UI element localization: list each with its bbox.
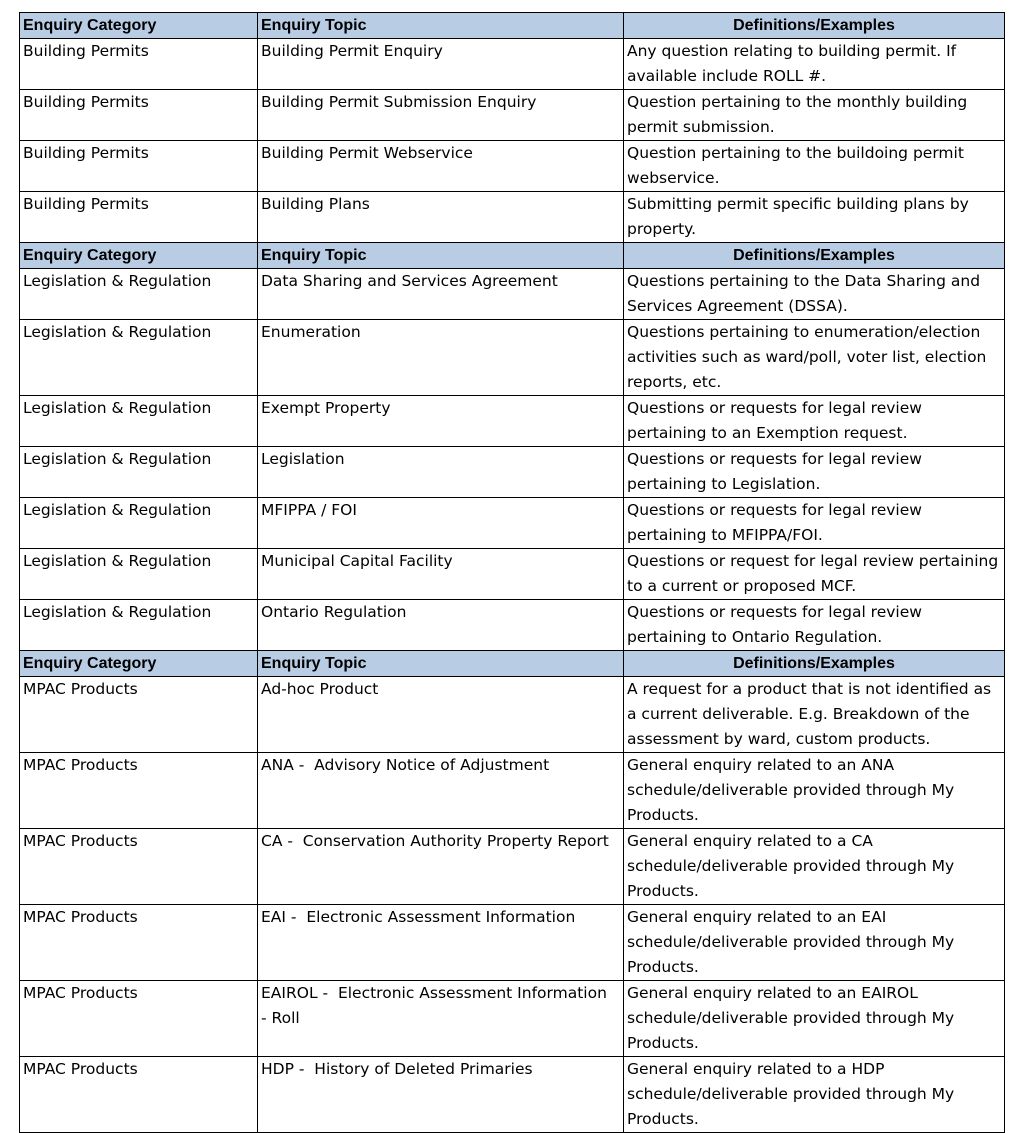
category-header: Enquiry Category bbox=[20, 243, 258, 269]
category-cell: Building Permits bbox=[20, 192, 258, 243]
definition-header: Definitions/Examples bbox=[624, 243, 1005, 269]
category-cell: Legislation & Regulation bbox=[20, 498, 258, 549]
topic-header: Enquiry Topic bbox=[258, 13, 624, 39]
header-row bbox=[20, 651, 1005, 677]
category-cell: Legislation & Regulation bbox=[20, 549, 258, 600]
category-header: Enquiry Category bbox=[20, 13, 258, 39]
topic-cell: CA - Conservation Authority Property Report bbox=[258, 829, 624, 905]
topic-cell: Enumeration bbox=[258, 320, 624, 396]
definition-header: Definitions/Examples bbox=[624, 13, 1005, 39]
definition-cell: General enquiry related to an ANA schedule/deliverable provided through My Products. bbox=[624, 753, 1005, 829]
table-row bbox=[20, 141, 1005, 192]
definition-header: Definitions/Examples bbox=[624, 651, 1005, 677]
category-cell: Building Permits bbox=[20, 90, 258, 141]
table-row bbox=[20, 447, 1005, 498]
topic-cell: Exempt Property bbox=[258, 396, 624, 447]
definition-cell: Questions pertaining to the Data Sharing and Services Agreement (DSSA). bbox=[624, 269, 1005, 320]
topic-cell: EAIROL - Electronic Assessment Information - Roll bbox=[258, 981, 624, 1057]
category-cell: MPAC Products bbox=[20, 1057, 258, 1133]
table-row bbox=[20, 600, 1005, 651]
definition-cell: General enquiry related to an EAIROL schedule/deliverable provided through My Products. bbox=[624, 981, 1005, 1057]
definition-cell: Questions or request for legal review pertaining to a current or proposed MCF. bbox=[624, 549, 1005, 600]
definition-cell: General enquiry related to an EAI schedule/deliverable provided through My Products. bbox=[624, 905, 1005, 981]
topic-header: Enquiry Topic bbox=[258, 651, 624, 677]
topic-cell: EAI - Electronic Assessment Information bbox=[258, 905, 624, 981]
definition-cell: General enquiry related to a CA schedule/deliverable provided through My Products. bbox=[624, 829, 1005, 905]
header-row bbox=[20, 243, 1005, 269]
definition-cell: General enquiry related to a HDP schedule/deliverable provided through My Products. bbox=[624, 1057, 1005, 1133]
category-cell: Legislation & Regulation bbox=[20, 600, 258, 651]
topic-header: Enquiry Topic bbox=[258, 243, 624, 269]
definition-cell: A request for a product that is not identified as a current deliverable. E.g. Breakdown of the assessment by ward, custom products. bbox=[624, 677, 1005, 753]
topic-cell: MFIPPA / FOI bbox=[258, 498, 624, 549]
category-cell: Legislation & Regulation bbox=[20, 447, 258, 498]
topic-cell: ANA - Advisory Notice of Adjustment bbox=[258, 753, 624, 829]
definition-cell: Question pertaining to the monthly building permit submission. bbox=[624, 90, 1005, 141]
table-row bbox=[20, 39, 1005, 90]
definition-cell: Submitting permit specific building plans by property. bbox=[624, 192, 1005, 243]
topic-cell: Data Sharing and Services Agreement bbox=[258, 269, 624, 320]
topic-cell: Building Permit Submission Enquiry bbox=[258, 90, 624, 141]
enquiry-table bbox=[19, 12, 1005, 1133]
table-row bbox=[20, 269, 1005, 320]
category-cell: MPAC Products bbox=[20, 677, 258, 753]
table-row bbox=[20, 549, 1005, 600]
category-cell: Legislation & Regulation bbox=[20, 320, 258, 396]
table-row bbox=[20, 498, 1005, 549]
definition-cell: Question pertaining to the buildoing permit webservice. bbox=[624, 141, 1005, 192]
category-cell: MPAC Products bbox=[20, 753, 258, 829]
topic-cell: Building Permit Webservice bbox=[258, 141, 624, 192]
category-cell: MPAC Products bbox=[20, 981, 258, 1057]
topic-cell: Ad-hoc Product bbox=[258, 677, 624, 753]
topic-cell: Building Permit Enquiry bbox=[258, 39, 624, 90]
table-row bbox=[20, 1057, 1005, 1133]
category-cell: Building Permits bbox=[20, 39, 258, 90]
topic-cell: Ontario Regulation bbox=[258, 600, 624, 651]
topic-cell: Municipal Capital Facility bbox=[258, 549, 624, 600]
category-header: Enquiry Category bbox=[20, 651, 258, 677]
table-row bbox=[20, 753, 1005, 829]
definition-cell: Questions or requests for legal review pertaining to Legislation. bbox=[624, 447, 1005, 498]
topic-cell: Building Plans bbox=[258, 192, 624, 243]
table-row bbox=[20, 396, 1005, 447]
category-cell: Legislation & Regulation bbox=[20, 396, 258, 447]
table-row bbox=[20, 192, 1005, 243]
table-row bbox=[20, 90, 1005, 141]
header-row bbox=[20, 13, 1005, 39]
table-row bbox=[20, 320, 1005, 396]
topic-cell: HDP - History of Deleted Primaries bbox=[258, 1057, 624, 1133]
definition-cell: Questions pertaining to enumeration/election activities such as ward/poll, voter list, election reports, etc. bbox=[624, 320, 1005, 396]
definition-cell: Questions or requests for legal review pertaining to MFIPPA/FOI. bbox=[624, 498, 1005, 549]
table-row bbox=[20, 829, 1005, 905]
table-row bbox=[20, 677, 1005, 753]
category-cell: Legislation & Regulation bbox=[20, 269, 258, 320]
definition-cell: Questions or requests for legal review pertaining to an Exemption request. bbox=[624, 396, 1005, 447]
table-row bbox=[20, 981, 1005, 1057]
category-cell: MPAC Products bbox=[20, 829, 258, 905]
category-cell: Building Permits bbox=[20, 141, 258, 192]
enquiry-table-body bbox=[20, 13, 1005, 1133]
definition-cell: Any question relating to building permit. If available include ROLL #. bbox=[624, 39, 1005, 90]
definition-cell: Questions or requests for legal review pertaining to Ontario Regulation. bbox=[624, 600, 1005, 651]
table-row bbox=[20, 905, 1005, 981]
category-cell: MPAC Products bbox=[20, 905, 258, 981]
topic-cell: Legislation bbox=[258, 447, 624, 498]
